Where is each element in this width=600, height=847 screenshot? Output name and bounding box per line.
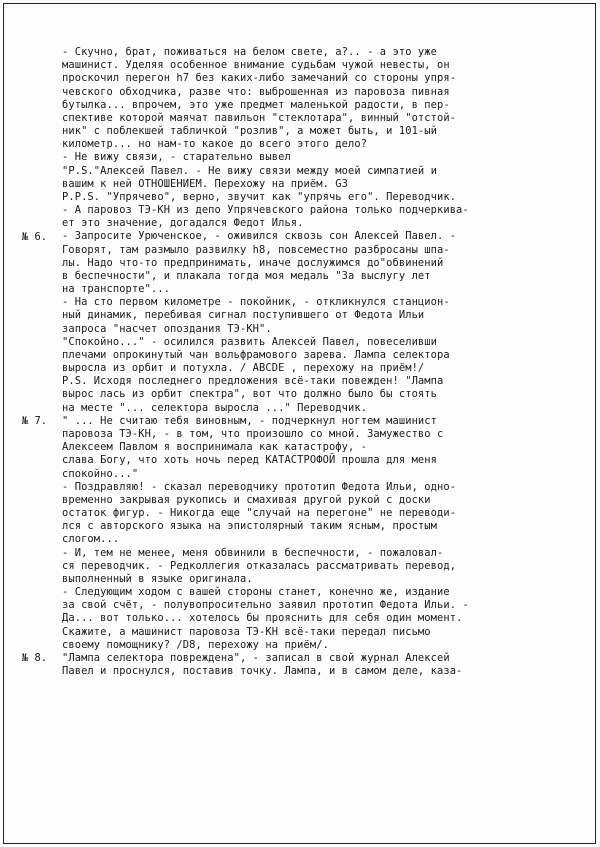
text-line: - Следующим ходом с вашей стороны станет, конечно же, издание [62, 586, 450, 599]
text-line: в беспечности", и плакала тогда моя медаль "За выслугу лет [62, 269, 431, 282]
text-line: вашим к ней ОТНОШЕНИЕМ. Перехожу на приём. G3 [62, 177, 349, 190]
text-line: спективе которой маячат павильон "стеклотара", винный "отстой- [62, 111, 457, 124]
text-line: остаток фигур. - Никогда еще "случай на перегоне" не переводи- [62, 507, 457, 520]
text-line: " ... Не считаю тебя виновным, - подчеркнул ногтем машинист [62, 414, 437, 427]
text-line: - И, тем не менее, меня обвинили в беспечности, - пожаловал- [62, 546, 444, 559]
text-line: выполненный в языке оригинала. [62, 572, 253, 585]
text-line: P.P.S. "Упрячево", верно, звучит как "упрячь его". Переводчик. [62, 190, 457, 203]
text-line: слава Богу, что хоть ночь перед КАТАСТРОФОЙ прошла для меня [62, 454, 437, 467]
text-line: - Запросите Урюченское, - оживился сквозь сон Алексей Павел. - [62, 230, 457, 243]
text-line: спокойно..." [62, 467, 139, 480]
text-line: - Не вижу связи, - старательно вывел [62, 151, 291, 164]
text-line: - Скучно, брат, поживаться на белом свете, а?.. - а это уже [62, 46, 437, 58]
text-line: - Поздравляю! - сказал переводчику прототип Федота Ильи, одно- [62, 480, 457, 493]
text-line: слогом... [62, 533, 120, 546]
text-line: ник" с поблекшей табличкой "розлив", а может быть, и 101-ый [62, 125, 437, 138]
text-line: километр... но нам-то какое до всего этого дело? [62, 138, 368, 151]
text-line: чевского обходчика, разве что: выброшенная из паровоза пивная [62, 85, 450, 98]
document-body [62, 46, 547, 678]
text-line: выросла из орбит и потухла. / ABCDE , перехожу на приём!/ [62, 362, 425, 375]
text-line: на месте "... селектора выросла ..." Переводчик. [62, 401, 368, 414]
text-line: временно закрывая рукопись и смахивая другой рукой с доски [62, 493, 431, 506]
text-line: на транспорте"... [62, 283, 171, 296]
text-line: ет это значение, догадался Федот Илья. [62, 217, 304, 230]
section-number: № 8. [22, 652, 48, 665]
text-line: вырос лась из орбит спектра", вот что должно было бы стоять [62, 388, 437, 401]
text-line: Говорят, там размыло развилку h8, повсеместно разбросаны шпа- [62, 243, 450, 256]
text-line: машинист. Уделяя особенное внимание судьбам чужой невесты, он [62, 59, 450, 72]
text-line: Алексеем Павлом я воспринимала как катастрофу, - [62, 441, 368, 454]
text-line: ся переводчик. - Редколлегия отказалась рассматривать перевод, [62, 559, 457, 572]
text-line: паровоза ТЭ-КН, - в том, что произошло со мной. Замужество с [62, 427, 444, 440]
text-line: P.S. Исходя последнего предложения всё-таки повежден! "Лампа [62, 375, 444, 388]
text-line: "Спокойно..." - осилился развить Алексей Павел, повеселивши [62, 335, 437, 348]
text-line: ный динамик, перебивая сигнал поступившего от Федота Ильи [62, 309, 425, 322]
text-line: - На сто первом километре - покойник, - откликнулся станцион- [62, 296, 450, 309]
section-number: № 7. [22, 415, 48, 428]
text-line: "P.S."Алексей Павел. - Не вижу связи между моей симпатией и [62, 164, 437, 177]
text-line: плечами опрокинутый чан вольфрамового зарева. Лампа селектора [62, 348, 450, 361]
text-line: Павел и проснулся, поставив точку. Лампа, и в самом деле, каза- [62, 665, 463, 678]
section-number: № 6. [22, 230, 48, 243]
text-line: запроса "насчет опоздания ТЭ-КН". [62, 322, 272, 335]
text-line: лся с авторского языка на эпистолярный таким ясным, простым [62, 520, 437, 533]
text-line: проскочил перегон h7 без каких-либо замечаний со стороны упря- [62, 72, 457, 85]
text-line: лы. Надо что-то предпринимать, иначе дослужимся до"обвинений [62, 256, 444, 269]
text-line: Скажите, а машинист паровоза ТЭ-КН всё-таки передал письмо [62, 625, 431, 638]
text-line: бутылка... впрочем, это уже предмет маленькой радости, в пер- [62, 98, 450, 111]
text-line: Да... вот только... хотелось бы прояснить для себя один момент. [62, 612, 463, 625]
text-line: своему помощнику? /D8, перехожу на приём/. [62, 638, 329, 651]
text-line: за свой счёт, - полувопросительно заявил прототип Федота Ильи. - [62, 599, 469, 612]
text-line: "Лампа селектора повреждена", - записал в свой журнал Алексей [62, 651, 450, 664]
text-line: - А паровоз ТЭ-КН из депо Упрячевского района только подчеркива- [62, 204, 469, 217]
